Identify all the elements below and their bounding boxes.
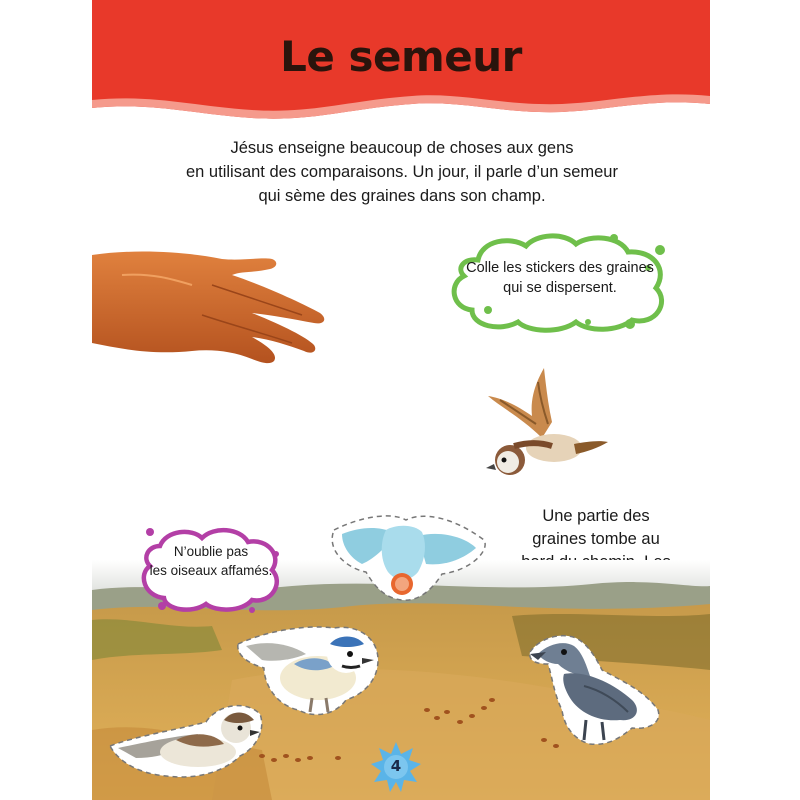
purple-cloud-text (144, 542, 278, 580)
intro-line: qui sème des graines dans son champ. (258, 187, 546, 205)
sparrow-sticker (106, 700, 266, 785)
purple-cloud-line: N’oublie pas (173, 544, 249, 559)
green-cloud-text (462, 258, 658, 298)
blue-bird-sticker (322, 510, 492, 610)
intro-line: Jésus enseigne beaucoup de choses aux gens (230, 139, 574, 157)
page-title: Le semeur (280, 32, 522, 81)
flying-sparrow-illustration (482, 368, 612, 478)
intro-paragraph (132, 136, 672, 208)
green-cloud-line: qui se dispersent. (503, 280, 617, 296)
purple-cloud-line: les oiseaux affamés. (149, 563, 273, 578)
story-line: graines tombe au (532, 530, 660, 548)
crow-sticker (524, 630, 664, 750)
story-line: Une partie des (542, 507, 650, 525)
page-number: 4 (390, 757, 402, 775)
intro-line: en utilisant des comparaisons. Un jour, il parle d’un semeur (186, 163, 618, 181)
green-cloud-line: Colle les stickers des graines (466, 260, 654, 276)
hand-illustration (92, 245, 332, 380)
book-page (92, 0, 710, 800)
